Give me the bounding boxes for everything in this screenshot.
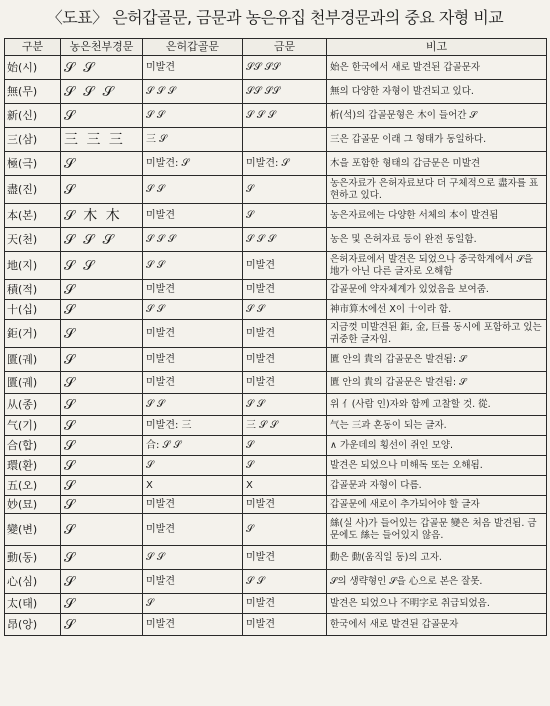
table-row [5,614,547,636]
table-row [5,128,547,152]
nongeun-glyph-cell: 𝒮 [61,176,143,204]
glyph-comparison-table [4,38,547,636]
geummun-cell: 𝒮 [243,436,327,456]
geummun-cell: 𝒮 [243,456,327,476]
nongeun-glyph-cell: 𝒮 𝒮 [61,252,143,280]
table-body [5,56,547,636]
nongeun-glyph-cell: 𝒮 [61,594,143,614]
note-cell: 絲(실 사)가 들어있는 갑골문 變은 처음 발견됨. 금문에도 絲는 들어있지 않음. [327,514,547,546]
geummun-cell: 미발견 [243,594,327,614]
gapgol-cell: 미발견 [143,614,243,636]
gapgol-cell: 미발견 [143,372,243,394]
geummun-cell: 𝒮 𝒮 [243,394,327,416]
note-cell: 농은 및 은허자료 등이 완전 동일함. [327,228,547,252]
nongeun-glyph-cell: 𝒮 [61,416,143,436]
note-cell: 갑골문에 약자체계가 있었음을 보여줌. [327,280,547,300]
note-cell: 은허자료에서 발견은 되었으나 중국학계에서 𝒮을 地가 아닌 다른 글자로 오해함 [327,252,547,280]
geummun-cell [243,128,327,152]
row-term: 心(심) [5,570,61,594]
geummun-cell: 𝒮𝒮 𝒮𝒮 [243,80,327,104]
table-row [5,570,547,594]
nongeun-glyph-cell: 𝒮 木 木 [61,204,143,228]
note-cell: 발견은 되었으나 不明字로 취급되었음. [327,594,547,614]
row-term: 地(지) [5,252,61,280]
geummun-cell: 𝒮 𝒮 𝒮 [243,104,327,128]
table-row [5,176,547,204]
nongeun-glyph-cell: 𝒮 [61,348,143,372]
geummun-cell: 미발견 [243,546,327,570]
row-term: 環(환) [5,456,61,476]
row-term: 匱(궤) [5,348,61,372]
table-row [5,204,547,228]
header-category: 구분 [5,39,61,56]
row-term: 妙(묘) [5,496,61,514]
nongeun-glyph-cell: 𝒮 [61,320,143,348]
page-title: 〈도표〉 은허갑골문, 금문과 농은유집 천부경문과의 중요 자형 비교 [46,8,504,27]
row-term: 動(동) [5,546,61,570]
note-cell: 三은 갑골문 이래 그 형태가 동일하다. [327,128,547,152]
table-row [5,394,547,416]
note-cell: 발견은 되었으나 미해독 또는 오해됨. [327,456,547,476]
nongeun-glyph-cell: 𝒮 [61,372,143,394]
row-term: 匱(궤) [5,372,61,394]
geummun-cell: 미발견 [243,496,327,514]
nongeun-glyph-cell: 𝒮 𝒮 𝒮 [61,228,143,252]
header-note: 비고 [327,39,547,56]
geummun-cell: 미발견 [243,348,327,372]
row-term: 从(종) [5,394,61,416]
gapgol-cell: 미발견 [143,56,243,80]
row-term: 盡(진) [5,176,61,204]
row-term: 昂(앙) [5,614,61,636]
gapgol-cell: 미발견 [143,204,243,228]
gapgol-cell: 𝒮 𝒮 𝒮 [143,228,243,252]
table-row [5,456,547,476]
note-cell: 匱 안의 貴의 갑골문은 발견됨: 𝒮 [327,348,547,372]
table-row [5,546,547,570]
table-row [5,280,547,300]
note-cell: 匱 안의 貴의 갑골문은 발견됨: 𝒮 [327,372,547,394]
table-row [5,320,547,348]
gapgol-cell: 미발견 [143,348,243,372]
header-geummun: 금문 [243,39,327,56]
row-term: 太(태) [5,594,61,614]
nongeun-glyph-cell: 𝒮 [61,436,143,456]
note-cell: 한국에서 새로 발견된 갑골문자 [327,614,547,636]
row-term: 極(극) [5,152,61,176]
geummun-cell: 𝒮 [243,204,327,228]
note-cell: ∧ 가운데의 횡선이 쥐인 모양. [327,436,547,456]
note-cell: 농은자료가 은허자료보다 더 구체적으로 盡자를 표현하고 있다. [327,176,547,204]
geummun-cell: X [243,476,327,496]
nongeun-glyph-cell: 𝒮 [61,280,143,300]
nongeun-glyph-cell: 𝒮 [61,394,143,416]
gapgol-cell: 𝒮 [143,594,243,614]
gapgol-cell: 미발견: 𝒮 [143,152,243,176]
table-header-row [5,39,547,56]
row-term: 新(신) [5,104,61,128]
gapgol-cell: 𝒮 𝒮 [143,300,243,320]
geummun-cell: 三 𝒮 𝒮 [243,416,327,436]
row-term: 鉅(거) [5,320,61,348]
row-term: 變(변) [5,514,61,546]
note-cell: 始은 한국에서 새로 발견된 갑골문자 [327,56,547,80]
nongeun-glyph-cell: 𝒮 [61,476,143,496]
gapgol-cell: 미발견 [143,496,243,514]
gapgol-cell: 三 𝒮 [143,128,243,152]
geummun-cell: 𝒮𝒮 𝒮𝒮 [243,56,327,80]
table-row [5,436,547,456]
table-row [5,56,547,80]
table-row [5,476,547,496]
gapgol-cell: 𝒮 𝒮 [143,394,243,416]
table-row [5,152,547,176]
gapgol-cell: 𝒮 𝒮 𝒮 [143,80,243,104]
table-row [5,348,547,372]
nongeun-glyph-cell: 𝒮 [61,546,143,570]
table-row [5,514,547,546]
table-row [5,416,547,436]
table-row [5,252,547,280]
row-term: 積(적) [5,280,61,300]
geummun-cell: 미발견 [243,280,327,300]
table-row [5,80,547,104]
note-cell: 갑골문에 새로이 추가되어야 할 글자 [327,496,547,514]
nongeun-glyph-cell: 𝒮 [61,456,143,476]
gapgol-cell: X [143,476,243,496]
table-row [5,594,547,614]
header-gapgol: 은허갑골문 [143,39,243,56]
gapgol-cell: 미발견 [143,570,243,594]
row-term: 五(오) [5,476,61,496]
note-cell: 갑골문과 자형이 다름. [327,476,547,496]
nongeun-glyph-cell: 𝒮 [61,570,143,594]
row-term: 始(시) [5,56,61,80]
note-cell: 動은 動(움직일 동)의 고자. [327,546,547,570]
geummun-cell: 미발견: 𝒮 [243,152,327,176]
nongeun-glyph-cell: 𝒮 [61,614,143,636]
row-term: 气(기) [5,416,61,436]
geummun-cell: 𝒮 [243,514,327,546]
gapgol-cell: 미발견 [143,320,243,348]
geummun-cell: 𝒮 [243,176,327,204]
nongeun-glyph-cell: 𝒮 [61,300,143,320]
table-row [5,300,547,320]
geummun-cell: 미발견 [243,252,327,280]
table-row [5,104,547,128]
geummun-cell: 미발견 [243,372,327,394]
note-cell: 木을 포함한 형태의 갑금문은 미발견 [327,152,547,176]
nongeun-glyph-cell: 三 三 三 [61,128,143,152]
gapgol-cell: 미발견 [143,280,243,300]
geummun-cell: 미발견 [243,320,327,348]
nongeun-glyph-cell: 𝒮 [61,104,143,128]
row-term: 合(합) [5,436,61,456]
row-term: 無(무) [5,80,61,104]
note-cell: 지금껏 미발견된 鉅, 金, 巨를 동시에 포함하고 있는 귀중한 글자임. [327,320,547,348]
geummun-cell: 미발견 [243,614,327,636]
geummun-cell: 𝒮 𝒮 [243,570,327,594]
gapgol-cell: 𝒮 [143,456,243,476]
gapgol-cell: 𝒮 𝒮 [143,104,243,128]
row-term: 三(삼) [5,128,61,152]
nongeun-glyph-cell: 𝒮 [61,514,143,546]
note-cell: 𝒮의 생략형인 𝒮을 心으로 본은 잘못. [327,570,547,594]
note-cell: 농은자료에는 다양한 서체의 本이 발견됨 [327,204,547,228]
table-row [5,372,547,394]
nongeun-glyph-cell: 𝒮 [61,496,143,514]
note-cell: 气는 三과 혼동이 되는 글자. [327,416,547,436]
row-term: 天(천) [5,228,61,252]
nongeun-glyph-cell: 𝒮 𝒮 𝒮 [61,80,143,104]
nongeun-glyph-cell: 𝒮 [61,152,143,176]
row-term: 十(십) [5,300,61,320]
gapgol-cell: 미발견 [143,514,243,546]
geummun-cell: 𝒮 𝒮 𝒮 [243,228,327,252]
gapgol-cell: 𝒮 𝒮 [143,252,243,280]
note-cell: 위 亻(사람 인)자와 함께 고찰할 것. 從. [327,394,547,416]
table-row [5,496,547,514]
gapgol-cell: 𝒮 𝒮 [143,176,243,204]
header-nongeun: 농은천부경문 [61,39,143,56]
note-cell: 析(석)의 갑골문형은 木이 들어간 𝒮 [327,104,547,128]
note-cell: 無의 다양한 자형이 발견되고 있다. [327,80,547,104]
gapgol-cell: 合: 𝒮 𝒮 [143,436,243,456]
geummun-cell: 𝒮 𝒮 [243,300,327,320]
table-row [5,228,547,252]
gapgol-cell: 𝒮 𝒮 [143,546,243,570]
gapgol-cell: 미발견: 三 [143,416,243,436]
note-cell: 神市算木에선 X이 十이라 함. [327,300,547,320]
row-term: 本(본) [5,204,61,228]
nongeun-glyph-cell: 𝒮 𝒮 [61,56,143,80]
